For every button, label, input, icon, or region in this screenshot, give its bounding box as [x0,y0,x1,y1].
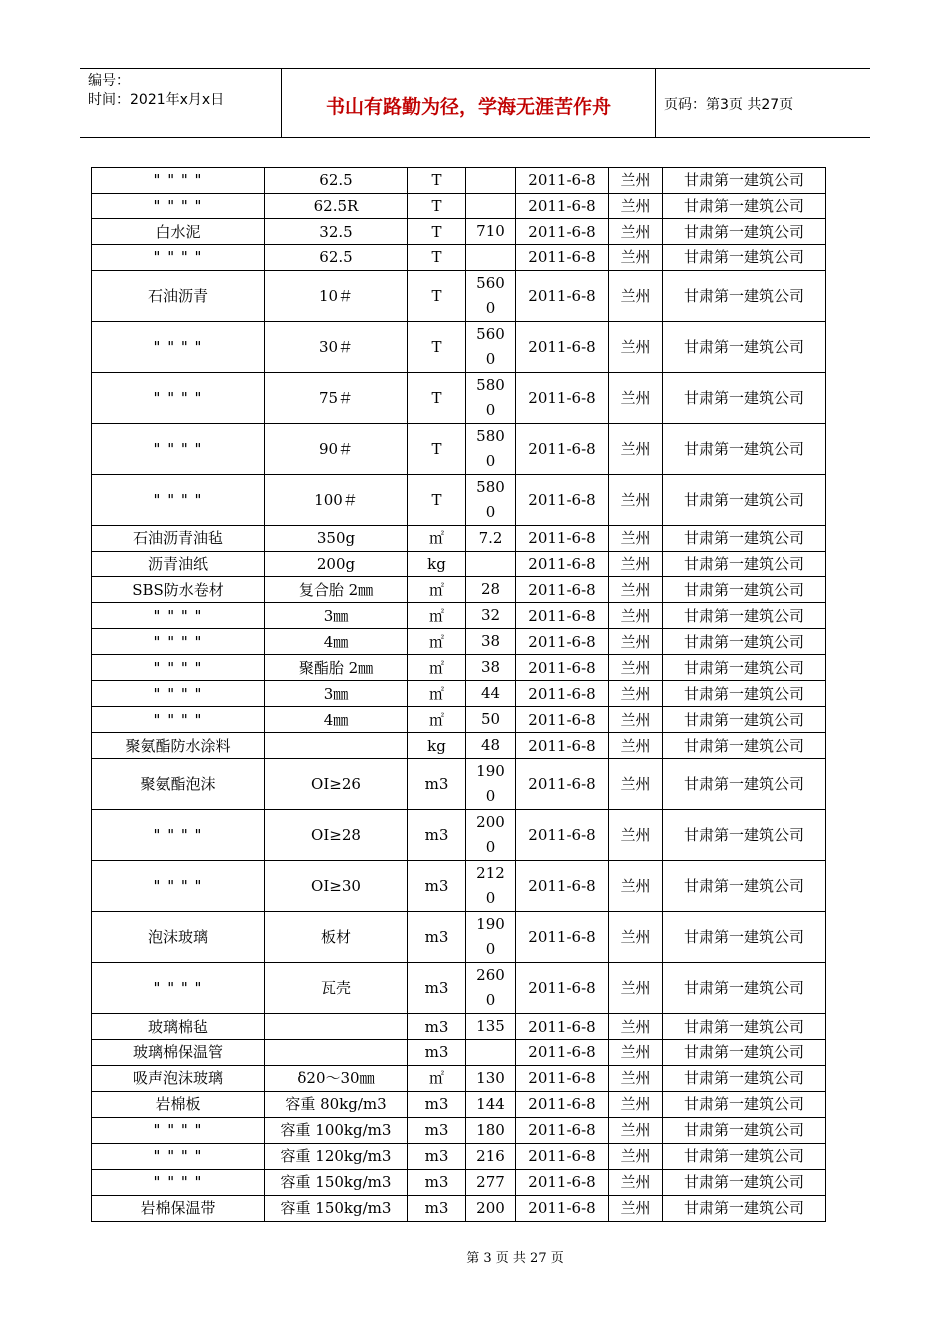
spec-cell: 10＃ [265,270,408,321]
company-cell: 甘肃第一建筑公司 [663,474,826,525]
date-cell: 2011-6-8 [516,861,609,912]
page-footer: 第 3 页 共 27 页 [466,1251,564,1266]
table-row [92,1143,826,1169]
place-cell: 兰州 [609,372,663,423]
table-row [92,1014,826,1040]
unit-cell: ㎡ [408,577,466,603]
price-cell: 50 [466,707,516,733]
price-cell: 7.2 [466,525,516,551]
company-cell: 甘肃第一建筑公司 [663,759,826,810]
table-row [92,912,826,963]
price-cell: 1900 [466,759,516,810]
place-cell: 兰州 [609,963,663,1014]
spec-cell: 容重 80kg/m3 [265,1091,408,1117]
price-cell: 135 [466,1014,516,1040]
date-cell: 2011-6-8 [516,810,609,861]
place-cell: 兰州 [609,707,663,733]
place-cell: 兰州 [609,577,663,603]
unit-cell: m3 [408,1169,466,1195]
unit-cell: T [408,193,466,219]
material-name-cell: " " " " [92,372,265,423]
material-name-cell: 石油沥青 [92,270,265,321]
spec-cell: 62.5R [265,193,408,219]
price-cell: 48 [466,733,516,759]
price-cell: 130 [466,1065,516,1091]
table-row [92,525,826,551]
spec-cell: 62.5 [265,245,408,271]
place-cell: 兰州 [609,1143,663,1169]
material-name-cell: 白水泥 [92,219,265,245]
table-row [92,423,826,474]
company-cell: 甘肃第一建筑公司 [663,1065,826,1091]
unit-cell: ㎡ [408,603,466,629]
spec-cell: 30＃ [265,321,408,372]
material-name-cell: " " " " [92,474,265,525]
price-cell: 180 [466,1117,516,1143]
company-cell: 甘肃第一建筑公司 [663,1014,826,1040]
spec-cell: OI≥30 [265,861,408,912]
company-cell: 甘肃第一建筑公司 [663,525,826,551]
material-name-cell: 玻璃棉毡 [92,1014,265,1040]
company-cell: 甘肃第一建筑公司 [663,603,826,629]
date-cell: 2011-6-8 [516,912,609,963]
company-cell: 甘肃第一建筑公司 [663,372,826,423]
date-cell: 2011-6-8 [516,681,609,707]
table-row [92,963,826,1014]
place-cell: 兰州 [609,861,663,912]
company-cell: 甘肃第一建筑公司 [663,912,826,963]
header-meta [80,69,282,137]
table-row [92,629,826,655]
price-cell [466,193,516,219]
unit-cell: T [408,168,466,194]
date-cell: 2011-6-8 [516,759,609,810]
material-name-cell: " " " " [92,629,265,655]
table-row [92,321,826,372]
company-cell: 甘肃第一建筑公司 [663,681,826,707]
material-name-cell: " " " " [92,810,265,861]
spec-cell: 瓦壳 [265,963,408,1014]
date-cell: 2011-6-8 [516,603,609,629]
spec-cell [265,1040,408,1066]
materials-price-table [91,167,826,1222]
material-name-cell: 岩棉保温带 [92,1195,265,1221]
table-row [92,733,826,759]
table-row [92,681,826,707]
date-cell: 2011-6-8 [516,372,609,423]
place-cell: 兰州 [609,525,663,551]
spec-cell: 75＃ [265,372,408,423]
table-row [92,193,826,219]
table-row [92,1091,826,1117]
price-cell: 2600 [466,963,516,1014]
company-cell: 甘肃第一建筑公司 [663,655,826,681]
unit-cell: m3 [408,1091,466,1117]
unit-cell: T [408,219,466,245]
place-cell: 兰州 [609,168,663,194]
spec-cell: 3㎜ [265,681,408,707]
place-cell: 兰州 [609,1091,663,1117]
date-cell: 2011-6-8 [516,525,609,551]
spec-cell: 3㎜ [265,603,408,629]
date-cell: 2011-6-8 [516,577,609,603]
table-row [92,1169,826,1195]
place-cell: 兰州 [609,759,663,810]
company-cell: 甘肃第一建筑公司 [663,629,826,655]
date-cell: 2011-6-8 [516,655,609,681]
place-cell: 兰州 [609,321,663,372]
spec-cell [265,733,408,759]
table-row [92,1040,826,1066]
page-header [80,68,870,138]
material-name-cell: 沥青油纸 [92,551,265,577]
date-cell: 2011-6-8 [516,245,609,271]
spec-cell: 板材 [265,912,408,963]
company-cell: 甘肃第一建筑公司 [663,733,826,759]
table-row [92,1195,826,1221]
date-cell: 2011-6-8 [516,733,609,759]
company-cell: 甘肃第一建筑公司 [663,270,826,321]
spec-cell: δ20～30㎜ [265,1065,408,1091]
unit-cell: T [408,423,466,474]
unit-cell: m3 [408,912,466,963]
date-cell: 2011-6-8 [516,321,609,372]
spec-cell: 90＃ [265,423,408,474]
unit-cell: kg [408,733,466,759]
material-name-cell: " " " " [92,707,265,733]
price-cell [466,1040,516,1066]
company-cell: 甘肃第一建筑公司 [663,168,826,194]
place-cell: 兰州 [609,474,663,525]
table-row [92,1117,826,1143]
spec-cell: 容重 100kg/m3 [265,1117,408,1143]
unit-cell: T [408,245,466,271]
material-name-cell: " " " " [92,963,265,1014]
material-name-cell: " " " " [92,321,265,372]
unit-cell: m3 [408,1040,466,1066]
date-cell: 2011-6-8 [516,551,609,577]
date-cell: 2011-6-8 [516,1195,609,1221]
company-cell: 甘肃第一建筑公司 [663,1169,826,1195]
price-cell: 2000 [466,810,516,861]
unit-cell: m3 [408,1014,466,1040]
price-cell: 38 [466,629,516,655]
place-cell: 兰州 [609,1117,663,1143]
material-name-cell: 聚氨酯防水涂料 [92,733,265,759]
date-cell: 2011-6-8 [516,193,609,219]
company-cell: 甘肃第一建筑公司 [663,1091,826,1117]
spec-cell: 200g [265,551,408,577]
table-row [92,245,826,271]
date-cell: 2011-6-8 [516,1143,609,1169]
place-cell: 兰州 [609,270,663,321]
unit-cell: ㎡ [408,1065,466,1091]
material-name-cell: " " " " [92,193,265,219]
table-row [92,270,826,321]
material-name-cell: SBS防水卷材 [92,577,265,603]
price-cell [466,245,516,271]
company-cell: 甘肃第一建筑公司 [663,963,826,1014]
place-cell: 兰州 [609,733,663,759]
place-cell: 兰州 [609,629,663,655]
unit-cell: kg [408,551,466,577]
table-row [92,861,826,912]
spec-cell: OI≥26 [265,759,408,810]
company-cell: 甘肃第一建筑公司 [663,321,826,372]
date-cell: 2011-6-8 [516,1040,609,1066]
spec-cell: 容重 150kg/m3 [265,1169,408,1195]
date-cell: 2011-6-8 [516,168,609,194]
price-cell: 2120 [466,861,516,912]
price-cell [466,551,516,577]
material-name-cell: " " " " [92,861,265,912]
spec-cell: 62.5 [265,168,408,194]
place-cell: 兰州 [609,655,663,681]
price-cell: 216 [466,1143,516,1169]
spec-cell: OI≥28 [265,810,408,861]
spec-cell [265,1014,408,1040]
material-name-cell: " " " " [92,603,265,629]
place-cell: 兰州 [609,1065,663,1091]
material-name-cell: " " " " [92,1117,265,1143]
place-cell: 兰州 [609,1195,663,1221]
place-cell: 兰州 [609,681,663,707]
date-cell: 2011-6-8 [516,423,609,474]
company-cell: 甘肃第一建筑公司 [663,577,826,603]
price-cell: 5600 [466,270,516,321]
company-cell: 甘肃第一建筑公司 [663,219,826,245]
price-cell: 38 [466,655,516,681]
date-cell: 2011-6-8 [516,629,609,655]
date-cell: 2011-6-8 [516,1014,609,1040]
place-cell: 兰州 [609,810,663,861]
unit-cell: m3 [408,1195,466,1221]
unit-cell: ㎡ [408,629,466,655]
price-cell: 144 [466,1091,516,1117]
price-cell: 44 [466,681,516,707]
unit-cell: ㎡ [408,681,466,707]
place-cell: 兰州 [609,912,663,963]
price-cell: 28 [466,577,516,603]
place-cell: 兰州 [609,423,663,474]
place-cell: 兰州 [609,551,663,577]
document-date: 时间：2021年x月x日 [88,92,225,108]
date-cell: 2011-6-8 [516,1065,609,1091]
company-cell: 甘肃第一建筑公司 [663,245,826,271]
table-row [92,551,826,577]
price-cell: 200 [466,1195,516,1221]
company-cell: 甘肃第一建筑公司 [663,861,826,912]
unit-cell: m3 [408,1117,466,1143]
spec-cell: 容重 120kg/m3 [265,1143,408,1169]
price-cell: 710 [466,219,516,245]
spec-cell: 100＃ [265,474,408,525]
material-name-cell: " " " " [92,423,265,474]
table-row [92,372,826,423]
place-cell: 兰州 [609,193,663,219]
company-cell: 甘肃第一建筑公司 [663,193,826,219]
unit-cell: ㎡ [408,525,466,551]
place-cell: 兰州 [609,1014,663,1040]
spec-cell: 4㎜ [265,707,408,733]
place-cell: 兰州 [609,1040,663,1066]
table-row [92,707,826,733]
unit-cell: T [408,270,466,321]
header-page-info: 页码：第3页 共27页 [664,97,794,113]
price-cell: 32 [466,603,516,629]
unit-cell: m3 [408,861,466,912]
spec-cell: 4㎜ [265,629,408,655]
unit-cell: T [408,321,466,372]
price-cell: 5800 [466,474,516,525]
price-cell: 277 [466,1169,516,1195]
unit-cell: m3 [408,1143,466,1169]
material-name-cell: 玻璃棉保温管 [92,1040,265,1066]
unit-cell: m3 [408,810,466,861]
table-row [92,474,826,525]
table-row [92,577,826,603]
header-motto: 书山有路勤为径，学海无涯苦作舟 [282,69,656,137]
company-cell: 甘肃第一建筑公司 [663,707,826,733]
price-cell: 1900 [466,912,516,963]
date-cell: 2011-6-8 [516,1169,609,1195]
date-cell: 2011-6-8 [516,474,609,525]
place-cell: 兰州 [609,1169,663,1195]
spec-cell: 容重 150kg/m3 [265,1195,408,1221]
material-name-cell: 吸声泡沫玻璃 [92,1065,265,1091]
document-number-label: 编号： [88,73,130,89]
material-name-cell: " " " " [92,681,265,707]
unit-cell: m3 [408,963,466,1014]
table-row [92,219,826,245]
date-cell: 2011-6-8 [516,1117,609,1143]
company-cell: 甘肃第一建筑公司 [663,810,826,861]
table-row [92,1065,826,1091]
unit-cell: ㎡ [408,655,466,681]
unit-cell: ㎡ [408,707,466,733]
table-row [92,603,826,629]
date-cell: 2011-6-8 [516,270,609,321]
company-cell: 甘肃第一建筑公司 [663,1117,826,1143]
material-name-cell: " " " " [92,655,265,681]
material-name-cell: " " " " [92,1143,265,1169]
material-name-cell: 岩棉板 [92,1091,265,1117]
material-name-cell: " " " " [92,245,265,271]
unit-cell: T [408,474,466,525]
company-cell: 甘肃第一建筑公司 [663,1195,826,1221]
table-body [92,168,826,1222]
table-row [92,759,826,810]
price-cell: 5600 [466,321,516,372]
company-cell: 甘肃第一建筑公司 [663,423,826,474]
company-cell: 甘肃第一建筑公司 [663,551,826,577]
date-cell: 2011-6-8 [516,219,609,245]
date-cell: 2011-6-8 [516,963,609,1014]
material-name-cell: " " " " [92,1169,265,1195]
spec-cell: 350g [265,525,408,551]
price-cell [466,168,516,194]
place-cell: 兰州 [609,219,663,245]
material-name-cell: 聚氨酯泡沫 [92,759,265,810]
spec-cell: 32.5 [265,219,408,245]
material-name-cell: 石油沥青油毡 [92,525,265,551]
price-cell: 5800 [466,423,516,474]
table-row [92,168,826,194]
date-cell: 2011-6-8 [516,1091,609,1117]
company-cell: 甘肃第一建筑公司 [663,1040,826,1066]
spec-cell: 复合胎 2㎜ [265,577,408,603]
unit-cell: T [408,372,466,423]
place-cell: 兰州 [609,603,663,629]
date-cell: 2011-6-8 [516,707,609,733]
material-name-cell: 泡沫玻璃 [92,912,265,963]
company-cell: 甘肃第一建筑公司 [663,1143,826,1169]
spec-cell: 聚酯胎 2㎜ [265,655,408,681]
material-name-cell: " " " " [92,168,265,194]
place-cell: 兰州 [609,245,663,271]
unit-cell: m3 [408,759,466,810]
price-cell: 5800 [466,372,516,423]
table-row [92,810,826,861]
table-row [92,655,826,681]
